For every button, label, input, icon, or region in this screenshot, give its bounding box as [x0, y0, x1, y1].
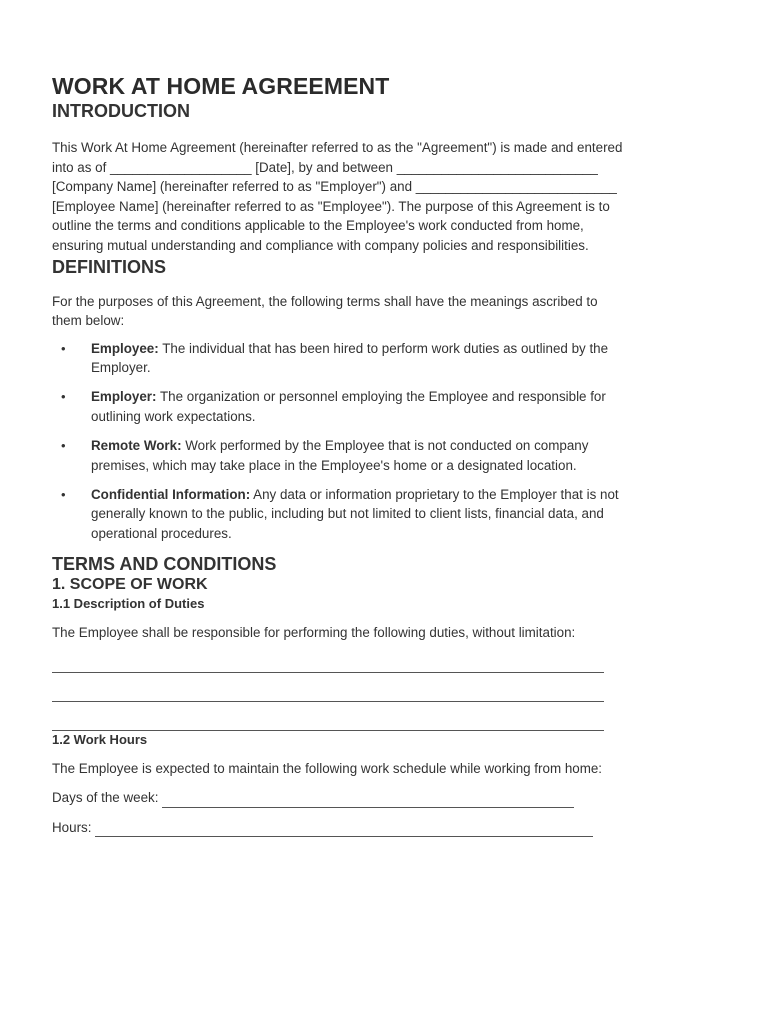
terms-heading: TERMS AND CONDITIONS — [52, 554, 277, 575]
definitions-intro-line: For the purposes of this Agreement, the following terms shall have the meanings ascribed to — [52, 293, 598, 309]
description-of-duties-heading: 1.1 Description of Duties — [52, 596, 205, 612]
definition-term: Confidential Information: — [91, 486, 251, 502]
introduction-line: ensuring mutual understanding and compliance with company policies and responsibilities. — [52, 237, 589, 253]
definition-text: The individual that has been hired to perform work duties as outlined by the — [158, 340, 609, 356]
days-of-week-fill-line[interactable] — [162, 793, 574, 808]
document-page — [52, 72, 712, 837]
introduction-line: outline the terms and conditions applicable to the Employee's work conducted from home, — [52, 218, 584, 234]
definition-term: Remote Work: — [91, 438, 182, 454]
hours-fill-line[interactable] — [95, 822, 593, 837]
introduction-line: into as of ___________________ [Date], by and between ___________________________ — [52, 159, 598, 175]
definition-item-employee — [52, 339, 712, 378]
bullet-icon: • — [61, 486, 66, 502]
definition-text: Work performed by the Employee that is not conducted on company — [181, 438, 589, 454]
definition-item-employer — [52, 387, 712, 426]
duties-fill-line[interactable] — [52, 701, 604, 702]
bullet-icon: • — [61, 389, 66, 405]
definitions-heading: DEFINITIONS — [52, 256, 167, 277]
work-hours-text: The Employee is expected to maintain the following work schedule while working from home: — [52, 760, 603, 776]
definition-text: operational procedures. — [91, 526, 232, 541]
definition-text: Employer. — [91, 360, 151, 376]
definition-text: generally known to the public, including but not limited to client lists, financial data, and — [91, 506, 604, 522]
definition-item-remote-work — [52, 436, 712, 475]
definition-term: Employee: — [91, 340, 159, 356]
definition-item-confidential-information — [52, 485, 712, 544]
definitions-list — [52, 339, 712, 544]
hours-field — [52, 818, 712, 838]
duties-fill-line[interactable] — [52, 672, 604, 673]
hours-label: Hours: — [52, 819, 92, 835]
definition-text: The organization or personnel employing the Employee and responsible for — [156, 389, 606, 405]
days-of-week-field — [52, 788, 712, 808]
definition-term: Employer: — [91, 389, 157, 405]
days-of-week-label: Days of the week: — [52, 790, 159, 806]
scope-of-work-heading: 1. SCOPE OF WORK — [52, 576, 208, 594]
definitions-intro-line: them below: — [52, 313, 125, 329]
introduction-heading: INTRODUCTION — [52, 101, 190, 121]
bullet-icon: • — [61, 438, 66, 454]
work-hours-heading: 1.2 Work Hours — [52, 731, 148, 747]
bullet-icon: • — [61, 340, 66, 356]
definition-text: Any data or information proprietary to the Employer that is not — [250, 486, 619, 502]
introduction-line: [Company Name] (hereinafter referred to as "Employer") and ___________________________ — [52, 179, 617, 195]
introduction-line: [Employee Name] (hereinafter referred to as "Employee"). The purpose of this Agreement is to — [52, 198, 610, 214]
duties-text: The Employee shall be responsible for performing the following duties, without limitation: — [52, 625, 576, 641]
document-title: WORK AT HOME AGREEMENT — [52, 73, 390, 99]
introduction-paragraph — [52, 138, 712, 256]
introduction-line: This Work At Home Agreement (hereinafter referred to as the "Agreement") is made and entered — [52, 140, 623, 155]
definition-text: premises, which may take place in the Employee's home or a designated location. — [91, 457, 577, 473]
definitions-intro — [52, 292, 712, 331]
definition-text: outlining work expectations. — [91, 409, 256, 425]
